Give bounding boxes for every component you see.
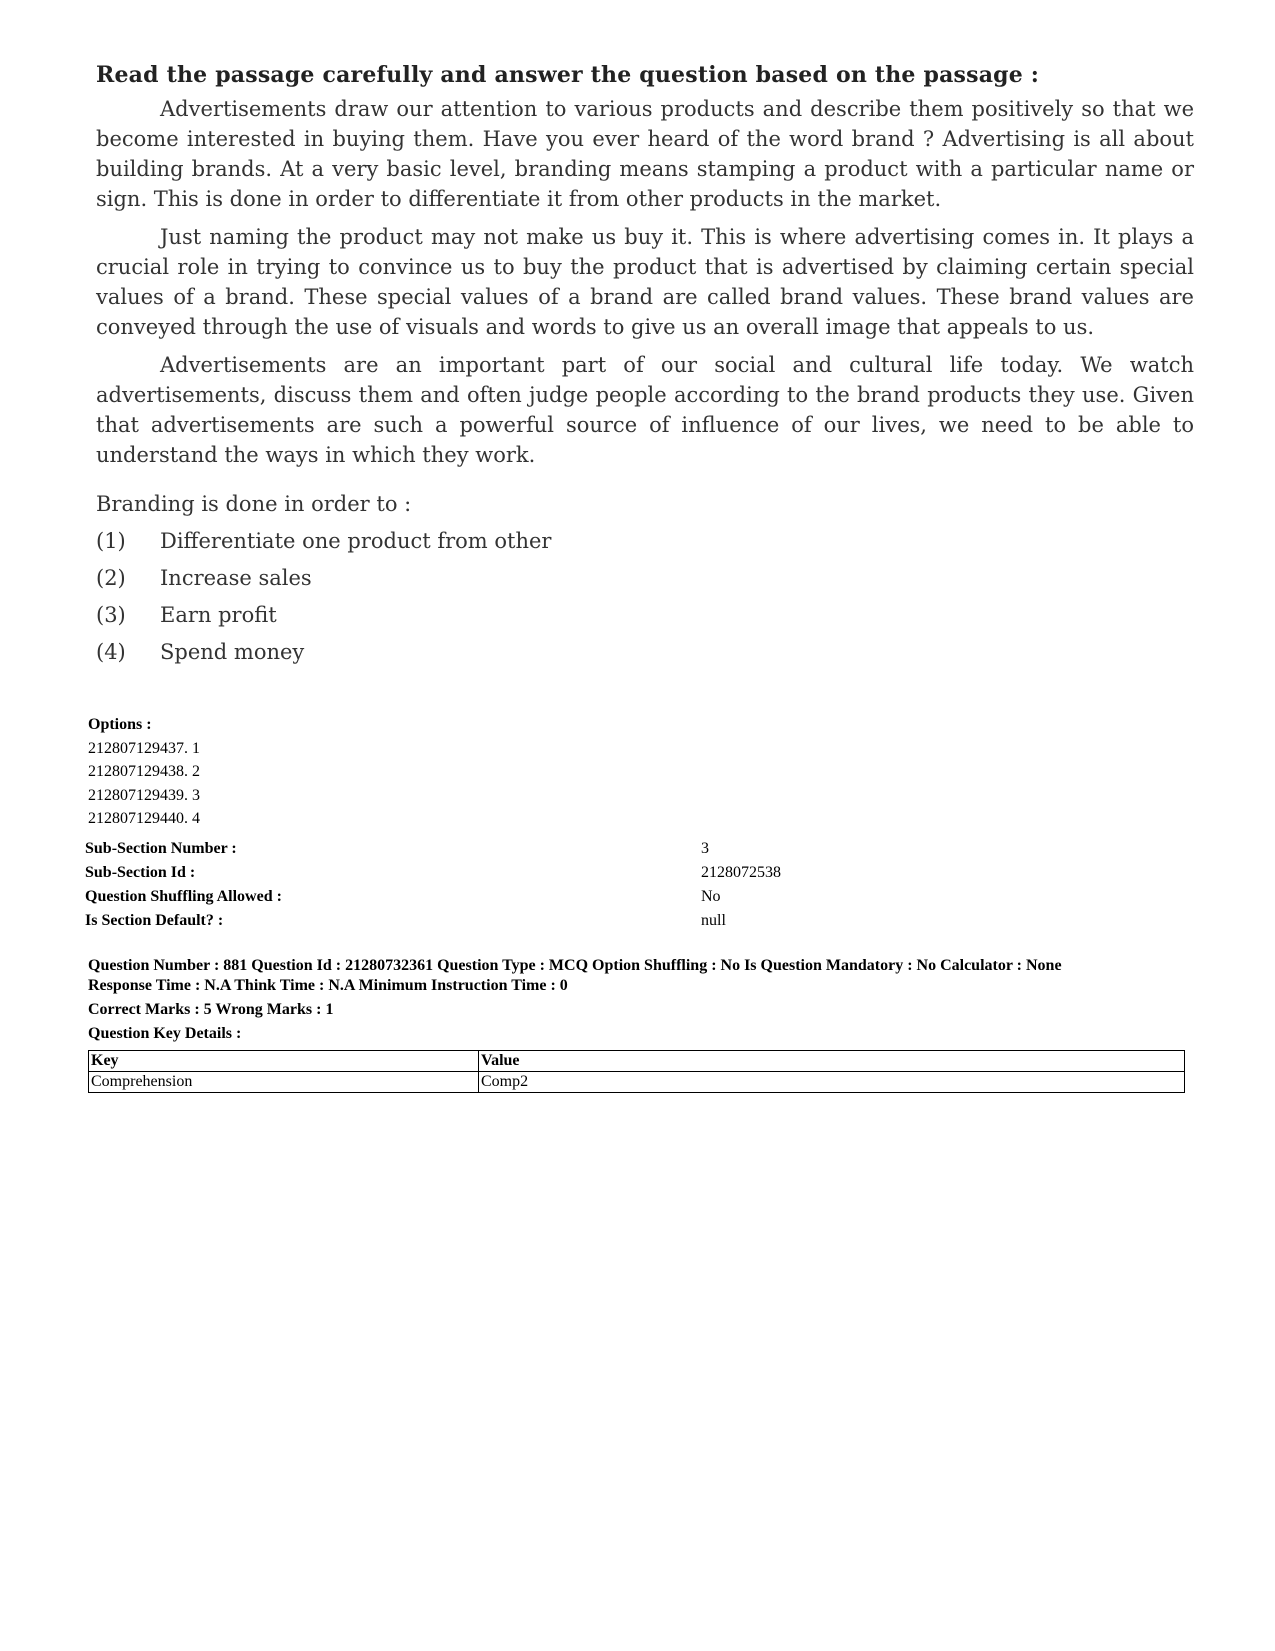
- table-cell-key: Comprehension: [89, 1072, 479, 1093]
- question-info: [88, 956, 1198, 1044]
- choice-number: (2): [96, 565, 126, 590]
- table-header-value: Value: [479, 1051, 1185, 1072]
- subsection-value: 3: [701, 840, 709, 857]
- table-cell-value: Comp2: [479, 1072, 1185, 1093]
- choice-text: Increase sales: [160, 565, 312, 590]
- passage-paragraph-1: Advertisements draw our attention to various products and describe them positively so that we become interested in buying them. Have you ever heard of the word brand ? Advertising is all about building brands. At a very basic level, branding means stamping a product with a particular name or sign. This is done in order to differentiate it from other products in the market.: [96, 97, 1194, 211]
- choice-number: (1): [96, 528, 126, 553]
- choice-4: [96, 633, 1194, 670]
- subsection-row: [85, 912, 1185, 936]
- subsection-value: null: [701, 912, 726, 929]
- subsection-key: Question Shuffling Allowed :: [85, 888, 282, 905]
- choice-text: Earn profit: [160, 602, 277, 627]
- choice-number: (3): [96, 602, 126, 627]
- option-item: 212807129437. 1: [88, 739, 200, 757]
- choice-3: [96, 596, 1194, 633]
- subsection-row: [85, 888, 1185, 912]
- choice-number: (4): [96, 639, 126, 664]
- choice-text: Spend money: [160, 639, 305, 664]
- subsection-key: Sub-Section Id :: [85, 864, 196, 881]
- key-details-table: [88, 1050, 1185, 1093]
- choice-2: [96, 559, 1194, 596]
- passage-image: [96, 62, 1194, 670]
- option-item: 212807129440. 4: [88, 810, 200, 827]
- table-header-row: [89, 1051, 1185, 1072]
- options-list: [88, 713, 200, 831]
- option-item: 212807129438. 2: [88, 763, 200, 780]
- subsection-key: Is Section Default? :: [85, 912, 224, 929]
- subsection-value: No: [701, 888, 721, 905]
- subsection-key: Sub-Section Number :: [85, 840, 237, 857]
- option-item: 212807129439. 3: [88, 786, 200, 804]
- options-label: Options :: [88, 716, 152, 733]
- choice-1: [96, 522, 1194, 559]
- subsection-row: [85, 840, 1185, 864]
- table-row: [89, 1072, 1185, 1093]
- key-details-label: Question Key Details :: [88, 1025, 242, 1042]
- passage-paragraph-2: Just naming the product may not make us buy it. This is where advertising comes in. It plays a crucial role in trying to convince us to buy the product that is advertised by claiming certain special values of a brand. These special values of a brand are called brand values. These brand values are conveyed through the use of visuals and words to give us an overall image that appeals to us.: [96, 225, 1194, 339]
- subsection-row: [85, 864, 1185, 888]
- question-info-line-1: Question Number : 881 Question Id : 21280732361 Question Type : MCQ Option Shuffling : No Is Question Mandatory : No Calculator : None: [88, 957, 1062, 974]
- subsection-info: [85, 840, 1185, 936]
- subsection-value: 2128072538: [701, 864, 781, 881]
- choice-text: Differentiate one product from other: [160, 528, 552, 553]
- question-marks: Correct Marks : 5 Wrong Marks : 1: [88, 1001, 334, 1018]
- table-header-key: Key: [89, 1051, 479, 1072]
- question-info-line-2: Response Time : N.A Think Time : N.A Minimum Instruction Time : 0: [88, 977, 568, 994]
- passage-heading: Read the passage carefully and answer the question based on the passage :: [96, 62, 1040, 88]
- question-stem: Branding is done in order to :: [96, 492, 412, 516]
- passage-paragraph-3: Advertisements are an important part of our social and cultural life today. We watch advertisements, discuss them and often judge people according to the brand products they use. Given that advertisements are such a powerful source of influence of our lives, we need to be able to understand the ways in which they work.: [96, 353, 1194, 467]
